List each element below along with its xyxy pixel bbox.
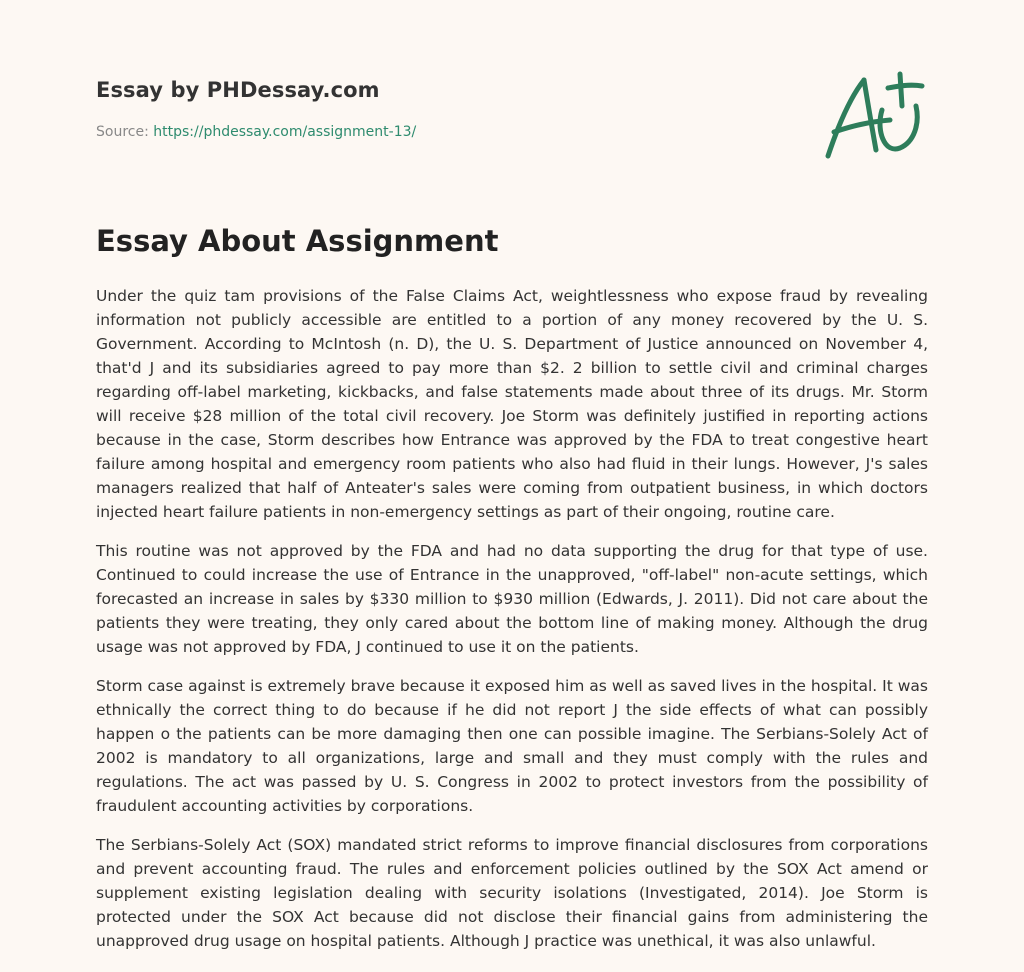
- essay-paragraph: Under the quiz tam provisions of the False Claims Act, weightlessness who expose fraud by revealing information not publicly accessible are entitled to a portion of any money recovered by the U. S. Government. According to McIntosh (n. D), the U. S. Department of Justice announced on November 4, that'd J and its subsidiaries agreed to pay more than $2. 2 billion to settle civil and criminal charges regarding off-label marketing, kickbacks, and false statements made about three of its drugs. Mr. Storm will receive $28 million of the total civil recovery. Joe Storm was definitely justified in reporting actions because in the case, Storm describes how Entrance was approved by the FDA to treat congestive heart failure among hospital and emergency room patients who also had fluid in their lungs. However, J's sales managers realized that half of Anteater's sales were coming from outpatient business, in which doctors injected heart failure patients in non-emergency settings as part of their ongoing, routine care.: [96, 287, 928, 521]
- essay-paragraph: This routine was not approved by the FDA and had no data supporting the drug for that type of use. Continued to could increase the use of Entrance in the unapproved, "off-label" non-acute settings, which forecasted an increase in sales by $330 million to $930 million (Edwards, J. 2011). Did not care about the patients they were treating, they only cared about the bottom line of making money. Although the drug usage was not approved by FDA, J continued to use it on the patients.: [96, 542, 928, 656]
- page-header: [96, 74, 928, 174]
- essay-title: Essay About Assignment: [96, 224, 499, 258]
- source-link[interactable]: https://phdessay.com/assignment-13/: [153, 124, 417, 140]
- essay-body: [96, 284, 928, 968]
- source-label: Source:: [96, 124, 154, 140]
- site-title: Essay by PHDessay.com: [96, 78, 380, 102]
- essay-paragraph: The Serbians-Solely Act (SOX) mandated strict reforms to improve financial disclosures from corporations and prevent accounting fraud. The rules and enforcement policies outlined by the SOX Act amend or supplement existing legislation dealing with security isolations (Investigated, 2014). Joe Storm is protected under the SOX Act because did not disclose their financial gains from administering the unapproved drug usage on hospital patients. Although J practice was unethical, it was also unlawful.: [96, 836, 928, 950]
- essay-paragraph: Storm case against is extremely brave because it exposed him as well as saved lives in the hospital. It was ethnically the correct thing to do because if he did not report J the side effects of what can possibly happen o the patients can be more damaging then one can possible imagine. The Serbians-Solely Act of 2002 is mandatory to all organizations, large and small and they must comply with the rules and regulations. The act was passed by U. S. Congress in 2002 to protect investors from the possibility of fraudulent accounting activities by corporations.: [96, 677, 928, 815]
- a-plus-logo-icon: [824, 70, 926, 162]
- source-line: [96, 124, 416, 140]
